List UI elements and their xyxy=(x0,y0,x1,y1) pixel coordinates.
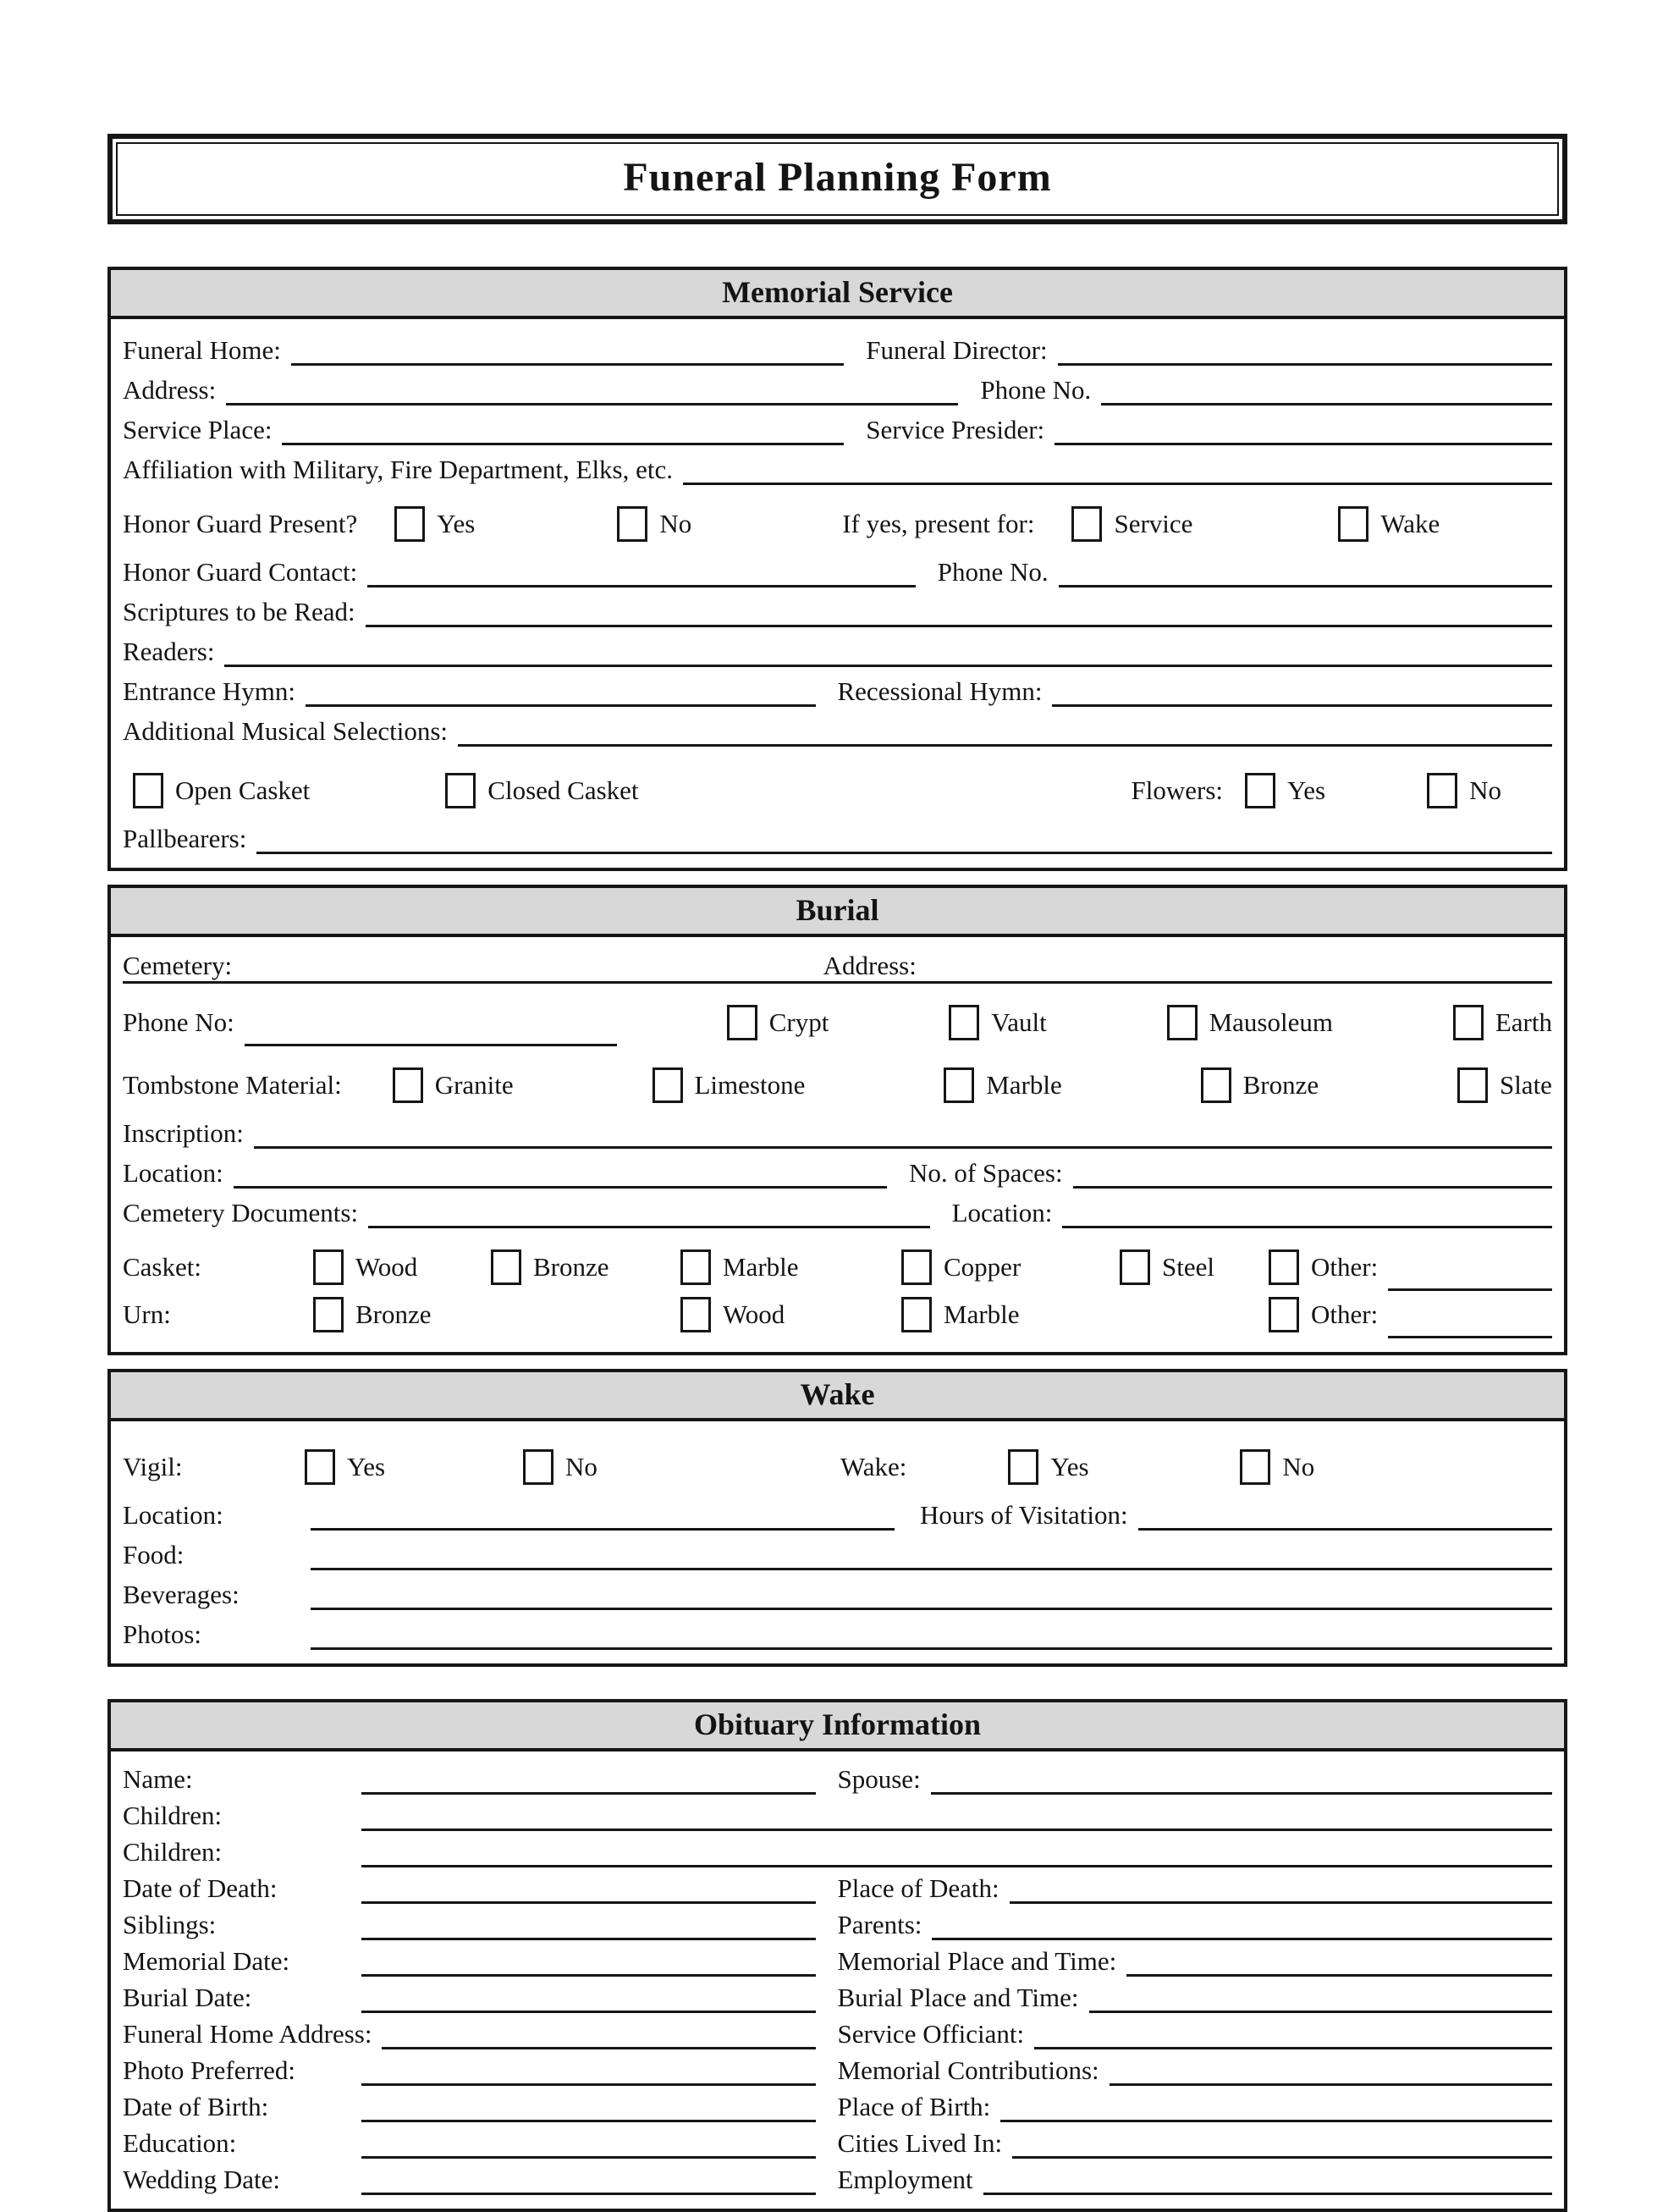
date-of-birth-field[interactable] xyxy=(361,2091,816,2122)
burial-place-time-field[interactable] xyxy=(1089,1982,1552,2013)
affiliation-label: Affiliation with Military, Fire Department, Elks, etc. xyxy=(123,455,674,484)
birth-row xyxy=(123,2086,1552,2122)
cities-lived-in-field[interactable] xyxy=(1012,2127,1552,2159)
memorial-date-row xyxy=(123,1940,1552,1977)
education-field[interactable] xyxy=(361,2127,816,2159)
photos-label: Photos: xyxy=(123,1619,202,1649)
urn-other-checkbox[interactable] xyxy=(1269,1297,1299,1332)
flowers-no-checkbox[interactable] xyxy=(1427,773,1457,808)
casket-label: Casket: xyxy=(123,1252,201,1282)
name-field[interactable] xyxy=(361,1763,816,1795)
wake-yes-checkbox[interactable] xyxy=(1008,1449,1038,1485)
employment-label: Employment xyxy=(837,2165,973,2194)
earth-label: Earth xyxy=(1495,1007,1552,1037)
phone-no-field[interactable] xyxy=(1101,374,1552,405)
casket-other-checkbox[interactable] xyxy=(1269,1249,1299,1285)
spouse-label: Spouse: xyxy=(837,1764,921,1794)
urn-label: Urn: xyxy=(123,1299,171,1329)
funeral-home-row xyxy=(123,326,1552,366)
address-row xyxy=(123,366,1552,405)
honor-guard-phone-field[interactable] xyxy=(1059,556,1552,587)
honor-guard-no-label: No xyxy=(659,509,692,538)
honor-guard-no-checkbox[interactable] xyxy=(617,506,647,542)
pallbearers-row xyxy=(123,814,1552,854)
children-label-2: Children: xyxy=(123,1837,223,1867)
vigil-no-checkbox[interactable] xyxy=(523,1449,553,1485)
additional-musical-row xyxy=(123,707,1552,747)
slate-label: Slate xyxy=(1499,1070,1552,1100)
earth-checkbox[interactable] xyxy=(1453,1005,1484,1040)
wake-location-field[interactable] xyxy=(311,1499,895,1531)
memorial-service-section xyxy=(107,267,1567,871)
casket-copper-checkbox[interactable] xyxy=(901,1249,932,1285)
urn-bronze-label: Bronze xyxy=(355,1299,432,1329)
burial-section xyxy=(107,885,1567,1355)
limestone-label: Limestone xyxy=(694,1070,806,1100)
burial-date-row xyxy=(123,1977,1552,2013)
casket-bronze-checkbox[interactable] xyxy=(491,1249,521,1285)
burial-location-label: Location: xyxy=(123,1158,223,1188)
present-for-service-label: Service xyxy=(1114,509,1193,538)
casket-other-label: Other: xyxy=(1311,1252,1379,1282)
urn-marble-checkbox[interactable] xyxy=(901,1297,932,1332)
closed-casket-checkbox[interactable] xyxy=(445,773,476,808)
cemetery-label: Cemetery: xyxy=(123,951,233,980)
honor-guard-contact-label: Honor Guard Contact: xyxy=(123,557,358,587)
slate-checkbox[interactable] xyxy=(1457,1067,1488,1103)
memorial-place-time-label: Memorial Place and Time: xyxy=(837,1946,1117,1976)
memorial-date-label: Memorial Date: xyxy=(123,1946,290,1976)
funeral-director-field[interactable] xyxy=(1058,334,1552,366)
crypt-checkbox[interactable] xyxy=(727,1005,757,1040)
hours-of-visitation-field[interactable] xyxy=(1138,1499,1552,1531)
recessional-hymn-field[interactable] xyxy=(1052,676,1552,707)
vault-label: Vault xyxy=(991,1007,1047,1037)
open-casket-label: Open Casket xyxy=(175,775,311,805)
urn-bronze-checkbox[interactable] xyxy=(313,1297,344,1332)
marble-label: Marble xyxy=(986,1070,1062,1100)
tombstone-material-label: Tombstone Material: xyxy=(123,1070,342,1100)
affiliation-row xyxy=(123,445,1552,485)
photo-preferred-field[interactable] xyxy=(361,2055,816,2086)
casket-other-field[interactable] xyxy=(1388,1260,1552,1291)
mausoleum-checkbox[interactable] xyxy=(1167,1005,1198,1040)
flowers-no-label: No xyxy=(1469,775,1501,805)
additional-musical-field[interactable] xyxy=(458,715,1552,747)
pallbearers-field[interactable] xyxy=(256,823,1552,854)
service-presider-field[interactable] xyxy=(1055,414,1552,445)
beverages-field[interactable] xyxy=(311,1579,1552,1610)
burial-date-label: Burial Date: xyxy=(123,1983,252,2012)
flowers-yes-label: Yes xyxy=(1287,775,1326,805)
casket-steel-label: Steel xyxy=(1162,1252,1214,1282)
if-yes-present-for-label: If yes, present for: xyxy=(842,509,1035,538)
no-of-spaces-field[interactable] xyxy=(1073,1157,1552,1189)
funeral-home-address-label: Funeral Home Address: xyxy=(123,2019,372,2049)
service-officiant-label: Service Officiant: xyxy=(837,2019,1025,2049)
entrance-hymn-label: Entrance Hymn: xyxy=(123,676,296,706)
tombstone-material-row xyxy=(123,1062,1552,1109)
children-row-1 xyxy=(123,1795,1552,1831)
place-of-birth-label: Place of Birth: xyxy=(837,2092,991,2121)
place-of-death-field[interactable] xyxy=(1010,1873,1552,1904)
address-label: Address: xyxy=(123,375,217,405)
present-for-wake-checkbox[interactable] xyxy=(1338,506,1368,542)
flowers-yes-checkbox[interactable] xyxy=(1245,773,1275,808)
wedding-date-field[interactable] xyxy=(361,2164,816,2195)
limestone-checkbox[interactable] xyxy=(653,1067,683,1103)
vigil-yes-label: Yes xyxy=(347,1452,386,1481)
hours-of-visitation-label: Hours of Visitation: xyxy=(920,1500,1128,1530)
readers-row xyxy=(123,627,1552,667)
children-label-1: Children: xyxy=(123,1801,223,1830)
honor-guard-present-row xyxy=(123,500,1552,548)
funeral-director-label: Funeral Director: xyxy=(866,335,1048,365)
address-field[interactable] xyxy=(226,374,958,405)
page-title: Funeral Planning Form xyxy=(623,155,1052,200)
additional-musical-label: Additional Musical Selections: xyxy=(123,716,449,746)
flowers-label: Flowers: xyxy=(1131,775,1223,805)
honor-guard-contact-row xyxy=(123,548,1552,587)
wake-label: Wake: xyxy=(840,1452,907,1481)
open-casket-checkbox[interactable] xyxy=(133,773,163,808)
death-row xyxy=(123,1867,1552,1904)
documents-location-field[interactable] xyxy=(1062,1197,1552,1228)
funeral-home-field[interactable] xyxy=(291,334,844,366)
scriptures-field[interactable] xyxy=(366,596,1552,627)
honor-guard-yes-label: Yes xyxy=(437,509,476,538)
urn-other-field[interactable] xyxy=(1388,1307,1552,1338)
closed-casket-label: Closed Casket xyxy=(487,775,639,805)
food-label: Food: xyxy=(123,1540,184,1569)
casket-copper-label: Copper xyxy=(944,1252,1021,1282)
funeral-home-label: Funeral Home: xyxy=(123,335,281,365)
inscription-row xyxy=(123,1109,1552,1149)
wake-yes-label: Yes xyxy=(1050,1452,1089,1481)
education-row xyxy=(123,2122,1552,2159)
education-label: Education: xyxy=(123,2128,237,2158)
phone-no-label: Phone No. xyxy=(980,375,1092,405)
wake-section xyxy=(107,1369,1567,1667)
urn-marble-label: Marble xyxy=(944,1299,1020,1329)
cities-lived-in-label: Cities Lived In: xyxy=(837,2128,1003,2158)
casket-marble-checkbox[interactable] xyxy=(680,1249,711,1285)
service-place-field[interactable] xyxy=(282,414,844,445)
granite-checkbox[interactable] xyxy=(393,1067,423,1103)
hymns-row xyxy=(123,667,1552,707)
scriptures-label: Scriptures to be Read: xyxy=(123,597,355,626)
honor-guard-yes-checkbox[interactable] xyxy=(394,506,425,542)
urn-other-label: Other: xyxy=(1311,1299,1379,1329)
burial-address-label: Address: xyxy=(823,951,917,980)
present-for-wake-label: Wake xyxy=(1380,509,1440,538)
wake-no-checkbox[interactable] xyxy=(1240,1449,1270,1485)
casket-wood-label: Wood xyxy=(355,1252,418,1282)
siblings-parents-row xyxy=(123,1904,1552,1940)
children-field-2[interactable] xyxy=(361,1836,1552,1867)
title-box xyxy=(107,134,1567,224)
spouse-field[interactable] xyxy=(931,1763,1552,1795)
name-label: Name: xyxy=(123,1764,193,1794)
scriptures-row xyxy=(123,587,1552,627)
wedding-employment-row xyxy=(123,2159,1552,2195)
service-place-row xyxy=(123,405,1552,445)
memorial-place-time-field[interactable] xyxy=(1126,1945,1552,1977)
vigil-yes-checkbox[interactable] xyxy=(305,1449,335,1485)
cemetery-documents-field[interactable] xyxy=(368,1197,930,1228)
photos-field[interactable] xyxy=(311,1619,1552,1650)
children-row-2 xyxy=(123,1831,1552,1867)
vigil-label: Vigil: xyxy=(123,1452,183,1481)
urn-material-row xyxy=(123,1291,1552,1338)
place-of-birth-field[interactable] xyxy=(1000,2091,1552,2122)
burial-phone-label: Phone No: xyxy=(123,1007,234,1037)
parents-field[interactable] xyxy=(932,1909,1552,1940)
section-header-burial: Burial xyxy=(111,888,1564,937)
funeral-home-address-field[interactable] xyxy=(382,2018,815,2049)
wake-no-label: No xyxy=(1282,1452,1315,1481)
date-of-birth-label: Date of Birth: xyxy=(123,2092,269,2121)
urn-wood-label: Wood xyxy=(723,1299,785,1329)
granite-label: Granite xyxy=(434,1070,514,1100)
bronze-checkbox[interactable] xyxy=(1201,1067,1231,1103)
cemetery-documents-label: Cemetery Documents: xyxy=(123,1198,359,1227)
obituary-section xyxy=(107,1699,1567,2212)
beverages-label: Beverages: xyxy=(123,1580,240,1609)
cemetery-address-row xyxy=(123,944,1552,984)
employment-field[interactable] xyxy=(983,2164,1552,2195)
no-of-spaces-label: No. of Spaces: xyxy=(908,1158,1063,1188)
present-for-service-checkbox[interactable] xyxy=(1071,506,1102,542)
memorial-date-field[interactable] xyxy=(361,1945,816,1977)
service-place-label: Service Place: xyxy=(123,415,273,444)
honor-guard-contact-field[interactable] xyxy=(367,556,916,587)
service-presider-label: Service Presider: xyxy=(866,415,1045,444)
wedding-date-label: Wedding Date: xyxy=(123,2165,281,2194)
bronze-label: Bronze xyxy=(1242,1070,1319,1100)
wake-location-label: Location: xyxy=(123,1500,223,1530)
crypt-label: Crypt xyxy=(768,1007,829,1037)
photo-preferred-row xyxy=(123,2049,1552,2086)
documents-location-label: Location: xyxy=(951,1198,1053,1227)
service-officiant-field[interactable] xyxy=(1034,2018,1552,2049)
casket-marble-label: Marble xyxy=(723,1252,799,1282)
honor-guard-phone-label: Phone No. xyxy=(937,557,1049,587)
vigil-wake-row xyxy=(123,1443,1552,1491)
vigil-no-label: No xyxy=(565,1452,597,1481)
burial-phone-field[interactable] xyxy=(245,1015,617,1046)
inscription-field[interactable] xyxy=(254,1117,1552,1149)
casket-steel-checkbox[interactable] xyxy=(1120,1249,1150,1285)
name-spouse-row xyxy=(123,1758,1552,1795)
funeral-home-address-row xyxy=(123,2013,1552,2049)
recessional-hymn-label: Recessional Hymn: xyxy=(837,676,1043,706)
beverages-row xyxy=(123,1570,1552,1610)
mausoleum-label: Mausoleum xyxy=(1209,1007,1333,1037)
casket-material-row xyxy=(123,1244,1552,1291)
honor-guard-present-label: Honor Guard Present? xyxy=(123,509,358,538)
casket-bronze-label: Bronze xyxy=(533,1252,609,1282)
marble-checkbox[interactable] xyxy=(944,1067,974,1103)
burial-date-field[interactable] xyxy=(361,1982,816,2013)
casket-wood-checkbox[interactable] xyxy=(313,1249,344,1285)
date-of-death-label: Date of Death: xyxy=(123,1873,278,1903)
location-spaces-row xyxy=(123,1149,1552,1189)
burial-phone-row xyxy=(123,999,1552,1046)
burial-place-time-label: Burial Place and Time: xyxy=(837,1983,1079,2012)
siblings-field[interactable] xyxy=(361,1909,816,1940)
food-row xyxy=(123,1531,1552,1570)
memorial-contributions-field[interactable] xyxy=(1110,2055,1552,2086)
section-header-memorial-service: Memorial Service xyxy=(111,270,1564,319)
casket-flowers-row xyxy=(123,767,1552,814)
photo-preferred-label: Photo Preferred: xyxy=(123,2055,296,2085)
date-of-death-field[interactable] xyxy=(361,1873,816,1904)
siblings-label: Siblings: xyxy=(123,1910,217,1939)
section-header-wake: Wake xyxy=(111,1372,1564,1421)
wake-location-row xyxy=(123,1491,1552,1531)
inscription-label: Inscription: xyxy=(123,1118,244,1148)
vault-checkbox[interactable] xyxy=(949,1005,979,1040)
entrance-hymn-field[interactable] xyxy=(306,676,815,707)
memorial-contributions-label: Memorial Contributions: xyxy=(837,2055,1099,2085)
burial-location-field[interactable] xyxy=(234,1157,887,1189)
readers-label: Readers: xyxy=(123,637,215,666)
cemetery-documents-row xyxy=(123,1189,1552,1228)
place-of-death-label: Place of Death: xyxy=(837,1873,999,1903)
urn-wood-checkbox[interactable] xyxy=(680,1297,711,1332)
food-field[interactable] xyxy=(311,1539,1552,1570)
photos-row xyxy=(123,1610,1552,1650)
parents-label: Parents: xyxy=(837,1910,922,1939)
readers-field[interactable] xyxy=(224,636,1552,667)
affiliation-field[interactable] xyxy=(683,454,1552,485)
section-header-obituary: Obituary Information xyxy=(111,1702,1564,1751)
pallbearers-label: Pallbearers: xyxy=(123,824,247,853)
children-field-1[interactable] xyxy=(361,1800,1552,1831)
